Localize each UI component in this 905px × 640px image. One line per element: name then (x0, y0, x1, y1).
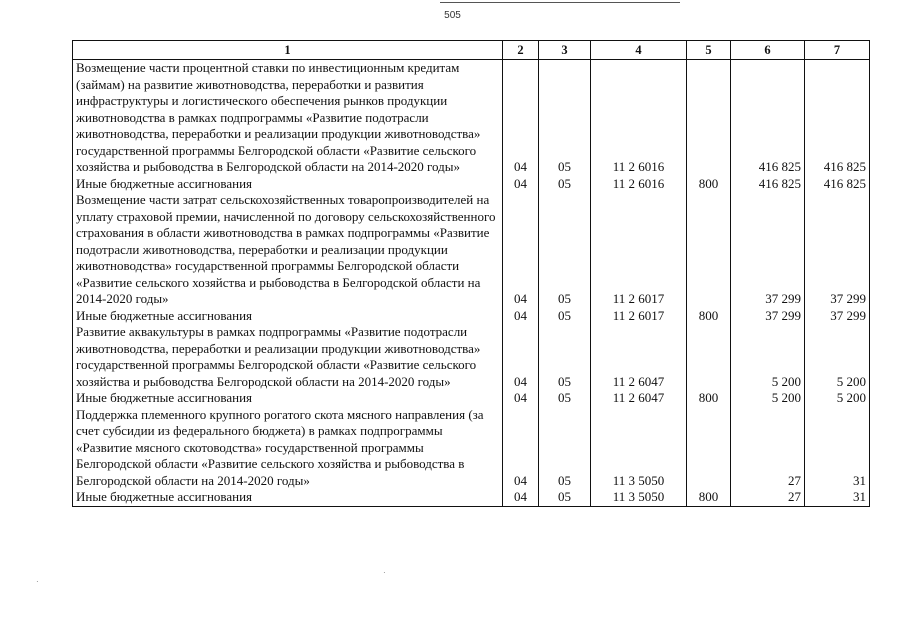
table-row (73, 407, 870, 490)
scan-mark: · (383, 568, 386, 577)
table-header-row (73, 41, 870, 60)
row-subsection: 05 (539, 308, 591, 325)
row-expense-type (687, 192, 731, 308)
row-subsection: 05 (539, 489, 591, 506)
row-amount-2: 5 200 (805, 324, 870, 390)
row-target-article: 11 2 6017 (591, 192, 687, 308)
row-expense-type: 800 (687, 308, 731, 325)
row-description: Возмещение части процентной ставки по инвестиционным кредитам (займам) на развитие животноводства, переработки и развития инфраструктуры и логистического обеспечения рынков продукции животноводства в рамках подпрограммы «Развитие подотрасли животноводства, переработки и реализации продукции животноводства» государственной программы Белгородской области «Развитие сельского хозяйства и рыбоводства в Белгородской области на 2014-2020 годы» (73, 60, 503, 176)
row-section: 04 (503, 324, 539, 390)
row-amount-2: 31 (805, 489, 870, 506)
row-description: Иные бюджетные ассигнования (73, 176, 503, 193)
table-row (73, 60, 870, 176)
row-expense-type: 800 (687, 489, 731, 506)
top-rule (440, 2, 680, 3)
table-row (73, 324, 870, 390)
table-row (73, 308, 870, 325)
table-row (73, 176, 870, 193)
row-target-article: 11 2 6016 (591, 60, 687, 176)
column-header-6: 6 (731, 41, 805, 60)
row-target-article: 11 2 6017 (591, 308, 687, 325)
row-target-article: 11 3 5050 (591, 489, 687, 506)
row-section: 04 (503, 489, 539, 506)
row-amount-2: 37 299 (805, 308, 870, 325)
row-amount-1: 37 299 (731, 308, 805, 325)
row-subsection: 05 (539, 60, 591, 176)
row-section: 04 (503, 390, 539, 407)
row-amount-2: 5 200 (805, 390, 870, 407)
row-amount-2: 37 299 (805, 192, 870, 308)
row-amount-1: 416 825 (731, 60, 805, 176)
row-subsection: 05 (539, 407, 591, 490)
row-target-article: 11 2 6047 (591, 324, 687, 390)
row-expense-type (687, 407, 731, 490)
table-row (73, 489, 870, 506)
row-section: 04 (503, 176, 539, 193)
row-amount-1: 27 (731, 407, 805, 490)
table-row (73, 390, 870, 407)
row-subsection: 05 (539, 324, 591, 390)
row-expense-type (687, 324, 731, 390)
column-header-2: 2 (503, 41, 539, 60)
row-target-article: 11 3 5050 (591, 407, 687, 490)
row-amount-2: 31 (805, 407, 870, 490)
row-section: 04 (503, 308, 539, 325)
row-subsection: 05 (539, 390, 591, 407)
row-description: Иные бюджетные ассигнования (73, 308, 503, 325)
table-row (73, 192, 870, 308)
row-amount-2: 416 825 (805, 176, 870, 193)
row-expense-type (687, 60, 731, 176)
page-number: 505 (444, 10, 461, 21)
column-header-7: 7 (805, 41, 870, 60)
row-amount-1: 5 200 (731, 390, 805, 407)
row-expense-type: 800 (687, 390, 731, 407)
row-target-article: 11 2 6047 (591, 390, 687, 407)
row-section: 04 (503, 60, 539, 176)
column-header-5: 5 (687, 41, 731, 60)
column-header-4: 4 (591, 41, 687, 60)
row-expense-type: 800 (687, 176, 731, 193)
row-amount-2: 416 825 (805, 60, 870, 176)
row-amount-1: 5 200 (731, 324, 805, 390)
row-target-article: 11 2 6016 (591, 176, 687, 193)
row-description: Возмещение части затрат сельскохозяйственных товаропроизводителей на уплату страховой премии, начисленной по договору сельскохозяйственного страхования в области животноводства в рамках подпрограммы «Развитие подотрасли животноводства, переработки и реализации продукции животноводства» государственной программы Белгородской области «Развитие сельского хозяйства и рыбоводства в Белгородской области на 2014-2020 годы» (73, 192, 503, 308)
row-subsection: 05 (539, 176, 591, 193)
row-section: 04 (503, 407, 539, 490)
row-description: Иные бюджетные ассигнования (73, 390, 503, 407)
column-header-1: 1 (73, 41, 503, 60)
column-header-3: 3 (539, 41, 591, 60)
budget-table (72, 40, 870, 507)
row-amount-1: 27 (731, 489, 805, 506)
row-description: Иные бюджетные ассигнования (73, 489, 503, 506)
row-description: Развитие аквакультуры в рамках подпрограммы «Развитие подотрасли животноводства, переработки и реализации продукции животноводства» государственной программы Белгородской области «Развитие сельского хозяйства и рыбоводства Белгородской области на 2014-2020 годы» (73, 324, 503, 390)
scan-mark: · (36, 577, 39, 586)
row-description: Поддержка племенного крупного рогатого скота мясного направления (за счет субсидии из федерального бюджета) в рамках подпрограммы «Развитие мясного скотоводства» государственной программы Белгородской области «Развитие сельского хозяйства и рыбоводства в Белгородской области на 2014-2020 годы» (73, 407, 503, 490)
row-section: 04 (503, 192, 539, 308)
row-amount-1: 37 299 (731, 192, 805, 308)
row-amount-1: 416 825 (731, 176, 805, 193)
row-subsection: 05 (539, 192, 591, 308)
